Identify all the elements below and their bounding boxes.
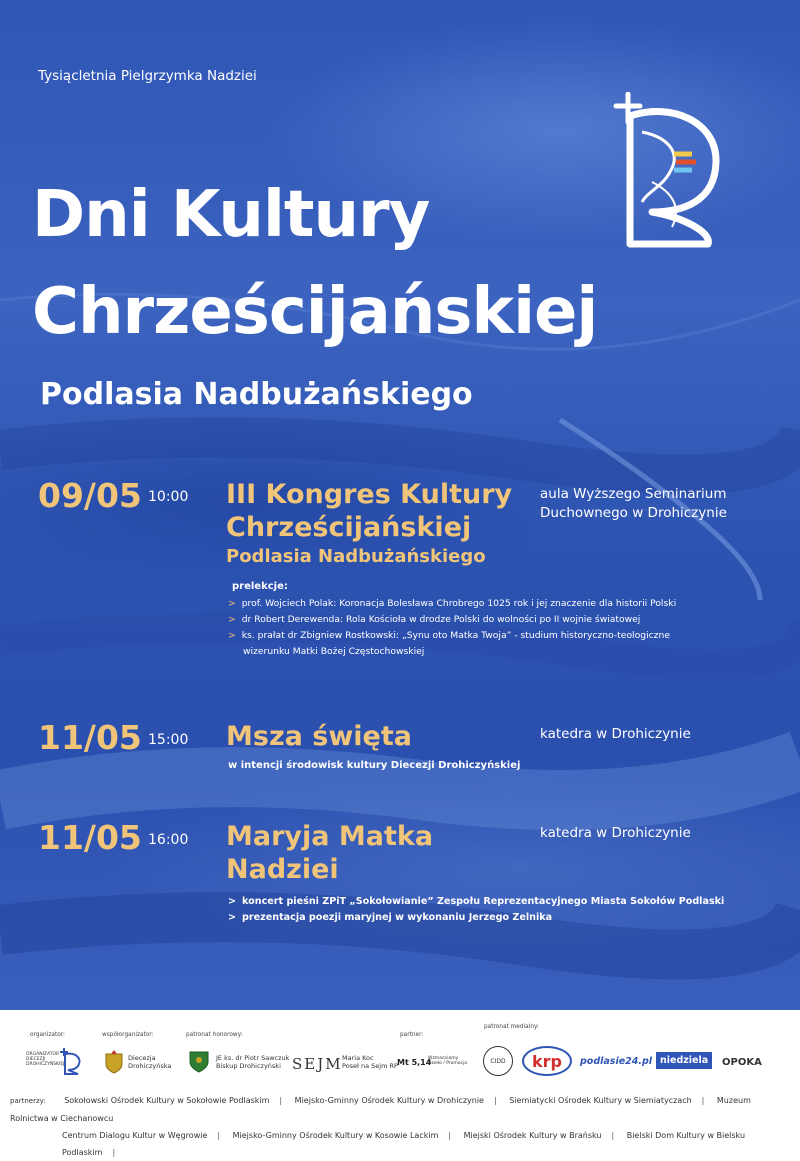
cidd-logo: CIDD [483, 1046, 513, 1076]
krp-logo: krp [522, 1046, 572, 1076]
event-3-title-line-2: Nadziei [226, 854, 339, 885]
patron-2-line-2: Poseł na Sejm RP [342, 1062, 398, 1070]
event-1-subtitle: Podlasia Nadbużańskiego [226, 546, 486, 567]
event-1-place-line-1: aula Wyższego Seminarium [540, 486, 727, 502]
partner-item: Sokołowski Ośrodek Kultury w Sokołowie Podlaskim [64, 1096, 270, 1105]
event-1-title-line-1: III Kongres Kultury [226, 479, 513, 510]
coorganizer-text-2: Drohiczyńska [128, 1062, 172, 1070]
honorary-patronage-label: patronat honorowy: [186, 1032, 243, 1038]
event-1-place-line-2: Duchownego w Drohiczynie [540, 505, 727, 521]
partner-logo: Mt 5,14 [397, 1058, 432, 1067]
main-title-line-2: Chrześcijańskiej [32, 275, 598, 349]
sponsors-footer [0, 1010, 800, 1157]
event-2-title: Msza święta [226, 721, 412, 752]
niedziela-logo: niedziela [656, 1052, 712, 1069]
bishop-coat-of-arms-icon [186, 1050, 212, 1074]
sejm-logo: SEJM [292, 1055, 343, 1073]
event-3-place: katedra w Drohiczynie [540, 825, 691, 841]
organizer-logo-icon [60, 1046, 82, 1076]
patron-1-line-1: JE ks. dr Piotr Sawczuk [216, 1054, 290, 1062]
partner-item: Bielski Dom Kultury w Bielsku Podlaskim [62, 1131, 746, 1157]
partner-item: Miejsko-Gminny Ośrodek Kultury w Drohiczynie [294, 1096, 484, 1105]
lecture-item-2: > dr Robert Derewenda: Rola Kościoła w drodze Polski do wolności po II wojnie światowej [228, 614, 641, 625]
event-1-lectures-label: prelekcje: [232, 581, 288, 592]
event-3-bullet-1: > koncert pieśni ZPiT „Sokołowianie” Zespołu Reprezentacyjnego Miasta Sokołów Podlaski [228, 896, 725, 907]
podlasie24-logo: podlasie24.pl [580, 1056, 653, 1067]
partners-label: partnerzy: [10, 1097, 46, 1105]
lecture-item-3: > ks. prałat dr Zbigniew Rostkowski: „Synu oto Matka Twoja” - studium historyczno-teologiczne [228, 630, 670, 641]
diocese-coat-of-arms-icon [104, 1050, 124, 1074]
partner-item: Miejsko-Gminny Ośrodek Kultury w Kosowie Lackim [232, 1131, 439, 1140]
partners-list [10, 1092, 790, 1161]
patron-2-line-1: Maria Koc [342, 1054, 374, 1062]
event-3-title-line-1: Maryja Matka [226, 821, 434, 852]
lecture-item-1: > prof. Wojciech Polak: Koronacja Bolesława Chrobrego 1025 rok i jej znaczenie dla historii Polski [228, 598, 677, 609]
organizer-text: ORGANIZATOR DIECEZJI DROHICZYŃSKIEJ [26, 1052, 65, 1067]
partner-item: Miejski Ośrodek Kultury w Brańsku [463, 1131, 602, 1140]
event-2-place: katedra w Drohiczynie [540, 726, 691, 742]
event-3-bullet-2: > prezentacja poezji maryjnej w wykonaniu Jerzego Zelnika [228, 912, 553, 923]
partner-item: Muzeum Rolnictwa w Ciechanowcu [10, 1096, 751, 1123]
event-2-note: w intencji środowisk kultury Diecezji Drohiczyńskiej [228, 760, 521, 771]
lecture-item-3-continued: wizerunku Matki Bożej Częstochowskiej [243, 646, 425, 657]
main-subtitle: Podlasia Nadbużańskiego [40, 377, 473, 412]
media-patronage-label: patronat medialny: [484, 1024, 539, 1030]
event-2-date: 11/05 [38, 718, 142, 757]
organizer-label: organizator: [30, 1032, 65, 1038]
diocese-logo-icon [612, 92, 722, 252]
tagline: Tysiącletnia Pielgrzymka Nadziei [38, 68, 257, 84]
main-title-line-1: Dni Kultury [32, 178, 430, 252]
event-3-date: 11/05 [38, 818, 142, 857]
partner-item: Siemiatycki Ośrodek Kultury w Siemiatyczach [509, 1096, 692, 1105]
event-1-title-line-2: Chrześcijańskiej [226, 512, 472, 543]
partners-row-2: Centrum Dialogu Kultur w Węgrowie | Miejsko-Gminny Ośrodek Kultury w Kosowie Lackim | Miejski Ośrodek Kultury w Brańsku | Bielski Dom Kultury w Bielsku Podlaskim | [62, 1131, 746, 1157]
event-2-time: 15:00 [148, 732, 189, 748]
coorganizer-text-1: Diecezja [128, 1054, 156, 1062]
event-1-date: 09/05 [38, 476, 142, 515]
patron-1-line-2: Biskup Drohiczyński [216, 1062, 281, 1070]
partner-item: Centrum Dialogu Kultur w Węgrowie [62, 1131, 208, 1140]
partners-row-1: partnerzy: Sokołowski Ośrodek Kultury w Sokołowie Podlaskim | Miejsko-Gminny Ośrodek Kultury w Drohiczynie | Siemiatycki Ośrodek Kultury w Siemiatyczach | Muzeum Rolnictwa w Ciechanowcu [10, 1096, 751, 1123]
opoka-logo: OPOKA [722, 1057, 762, 1068]
coorganizer-label: współorganizator: [102, 1032, 154, 1038]
partner-text: Wzmacniamy Dzieło / Promocja [428, 1056, 468, 1066]
event-1-time: 10:00 [148, 489, 189, 505]
event-3-time: 16:00 [148, 832, 189, 848]
partner-label: partner: [400, 1032, 424, 1038]
